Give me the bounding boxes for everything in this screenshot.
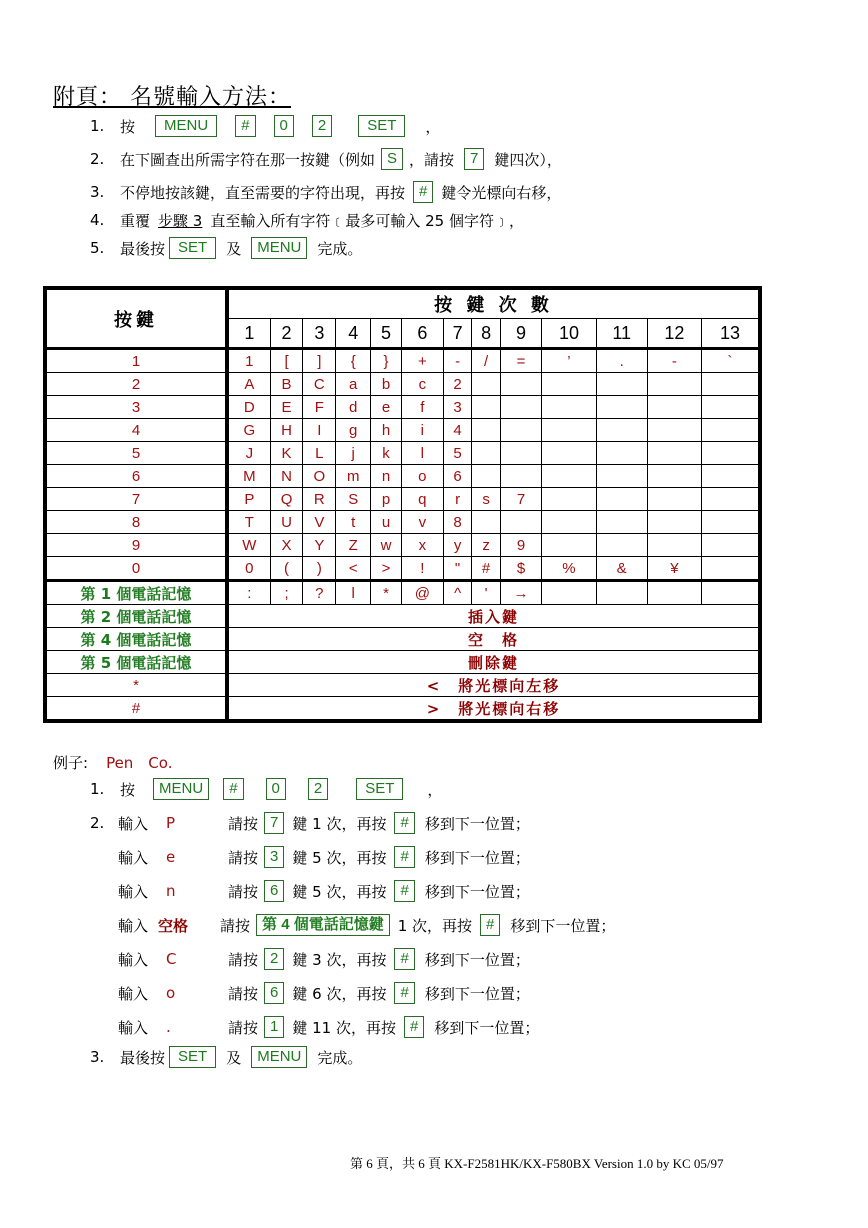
char-cell: ;	[270, 581, 303, 605]
char-cell: K	[270, 442, 303, 465]
char-cell: X	[270, 534, 303, 557]
char-cell: y	[443, 534, 472, 557]
table-row	[45, 557, 760, 581]
char-cell	[596, 581, 647, 605]
key-label: 第 1 個電話記憶	[45, 581, 227, 605]
char-cell	[596, 419, 647, 442]
example-key: 6	[264, 982, 284, 1004]
count-column-3: 3	[303, 319, 336, 349]
char-cell	[647, 581, 701, 605]
example-char: o	[166, 984, 176, 1002]
char-cell: O	[303, 465, 336, 488]
step-3: 3. 不停地按該鍵，直至需要的字符出現，再按 # 鍵令光標向右移，	[90, 183, 562, 202]
key-action: 插入鍵	[227, 605, 760, 628]
char-cell: .	[596, 349, 647, 373]
key-character-table	[43, 286, 762, 723]
char-cell: %	[542, 557, 596, 581]
example-input-line: 輸入 空格 請按 第 4 個電話記憶鍵 1 次，再按 # 移到下一位置；	[118, 916, 616, 935]
char-cell: )	[303, 557, 336, 581]
char-cell	[596, 442, 647, 465]
example-key: 3	[264, 846, 284, 868]
char-cell	[500, 511, 541, 534]
example-step-1: 1. 按 MENU # 0 2 SET ，	[90, 780, 443, 799]
char-cell: !	[401, 557, 443, 581]
hash-key: #	[394, 812, 414, 834]
char-cell: 5	[443, 442, 472, 465]
page-title: 附頁： 名號輸入方法：	[53, 85, 291, 110]
step-4: 4. 重覆 步驟 3 直至輸入所有字符﹝最多可輸入 25 個字符﹞，	[90, 211, 524, 230]
char-cell: >	[371, 557, 402, 581]
char-cell: =	[500, 349, 541, 373]
table-row	[45, 373, 760, 396]
hash-key: #	[413, 181, 433, 203]
char-cell: p	[371, 488, 402, 511]
char-cell: T	[227, 511, 270, 534]
char-cell: R	[303, 488, 336, 511]
count-column-7: 7	[443, 319, 472, 349]
char-cell: :	[227, 581, 270, 605]
char-cell: ]	[303, 349, 336, 373]
menu-key: MENU	[251, 1046, 307, 1068]
example-char: 空格	[158, 916, 189, 935]
char-cell: +	[401, 349, 443, 373]
char-cell: b	[371, 373, 402, 396]
char-cell: q	[401, 488, 443, 511]
char-cell	[472, 511, 501, 534]
count-column-2: 2	[270, 319, 303, 349]
char-cell: g	[336, 419, 371, 442]
char-cell	[647, 373, 701, 396]
example-char: .	[166, 1018, 171, 1036]
char-cell: [	[270, 349, 303, 373]
hash-key: #	[394, 948, 414, 970]
table-row	[45, 488, 760, 511]
table-row	[45, 465, 760, 488]
char-cell: /	[472, 349, 501, 373]
key-label: 2	[45, 373, 227, 396]
key-action: > 將光標向右移	[227, 697, 760, 722]
step-2: 2. 在下圖查出所需字符在那一按鍵（例如 S ，請按 7 鍵四次），	[90, 150, 562, 169]
char-cell	[596, 373, 647, 396]
char-cell	[472, 419, 501, 442]
example-char: e	[166, 848, 176, 866]
char-cell	[702, 396, 760, 419]
char-cell: }	[371, 349, 402, 373]
char-cell: 0	[227, 557, 270, 581]
char-cell	[702, 511, 760, 534]
hash-key: #	[394, 846, 414, 868]
char-cell: Q	[270, 488, 303, 511]
char-cell: a	[336, 373, 371, 396]
char-cell: j	[336, 442, 371, 465]
char-cell: i	[401, 419, 443, 442]
char-cell: m	[336, 465, 371, 488]
count-column-13: 13	[702, 319, 760, 349]
key-label: 8	[45, 511, 227, 534]
char-cell: l	[401, 442, 443, 465]
char-cell	[596, 488, 647, 511]
char-cell: 9	[500, 534, 541, 557]
char-cell: d	[336, 396, 371, 419]
step-5: 5. 最後按 SET 及 MENU 完成。	[90, 239, 363, 258]
zero-key: 0	[266, 778, 286, 800]
example-value: Pen Co.	[106, 753, 173, 772]
key-label: 1	[45, 349, 227, 373]
char-cell: H	[270, 419, 303, 442]
table-row	[45, 605, 760, 628]
two-key: 2	[308, 778, 328, 800]
example-key: 1	[264, 1016, 284, 1038]
char-cell: S	[336, 488, 371, 511]
char-cell: 3	[443, 396, 472, 419]
char-cell: ?	[303, 581, 336, 605]
key-label: 4	[45, 419, 227, 442]
char-cell	[500, 419, 541, 442]
step-3-ref: 步驟 3	[158, 211, 203, 230]
table-row	[45, 651, 760, 674]
hash-key: #	[404, 1016, 424, 1038]
char-cell: r	[443, 488, 472, 511]
char-cell: h	[371, 419, 402, 442]
char-cell: f	[401, 396, 443, 419]
hash-key: #	[480, 914, 500, 936]
char-cell: A	[227, 373, 270, 396]
table-row	[45, 349, 760, 373]
set-key: SET	[356, 778, 403, 800]
char-cell	[500, 396, 541, 419]
char-cell	[596, 511, 647, 534]
key-label: #	[45, 697, 227, 722]
hash-key: #	[223, 778, 243, 800]
char-cell: F	[303, 396, 336, 419]
char-cell: P	[227, 488, 270, 511]
table-row	[45, 697, 760, 722]
char-cell	[647, 511, 701, 534]
example-step-3: 3. 最後按 SET 及 MENU 完成。	[90, 1048, 363, 1067]
table-row	[45, 511, 760, 534]
char-cell: $	[500, 557, 541, 581]
char-cell	[647, 419, 701, 442]
page-footer: 第 6 頁，共 6 頁 KX-F2581HK/KX-F580BX Version 1.0 by KC 05/97	[350, 1156, 724, 1171]
example-input-line: 輸入 e 請按 3 鍵 5 次，再按 # 移到下一位置；	[118, 848, 530, 867]
char-cell	[542, 465, 596, 488]
char-cell: V	[303, 511, 336, 534]
char-cell: J	[227, 442, 270, 465]
s-key: S	[381, 148, 403, 170]
char-cell: L	[303, 442, 336, 465]
example-input-line: 輸入 P 請按 7 鍵 1 次，再按 # 移到下一位置；	[118, 814, 530, 833]
menu-key: MENU	[155, 115, 217, 137]
table-row	[45, 674, 760, 697]
key-header: 按鍵	[45, 288, 227, 349]
key-label: 7	[45, 488, 227, 511]
char-cell: ^	[443, 581, 472, 605]
key-label: 3	[45, 396, 227, 419]
count-column-12: 12	[647, 319, 701, 349]
char-cell: D	[227, 396, 270, 419]
char-cell: Y	[303, 534, 336, 557]
char-cell: B	[270, 373, 303, 396]
char-cell: ’	[542, 349, 596, 373]
count-column-4: 4	[336, 319, 371, 349]
example-char: n	[166, 882, 176, 900]
step-1: 1. 按 MENU # 0 2 SET ，	[90, 117, 441, 136]
char-cell: x	[401, 534, 443, 557]
char-cell: e	[371, 396, 402, 419]
char-cell: Z	[336, 534, 371, 557]
seven-key: 7	[464, 148, 484, 170]
key-label: 9	[45, 534, 227, 557]
key-label: 第 4 個電話記憶	[45, 628, 227, 651]
char-cell	[702, 442, 760, 465]
char-cell: <	[336, 557, 371, 581]
char-cell	[702, 581, 760, 605]
char-cell: s	[472, 488, 501, 511]
char-cell	[702, 557, 760, 581]
char-cell: 4	[443, 419, 472, 442]
char-cell	[647, 465, 701, 488]
char-cell	[500, 442, 541, 465]
char-cell: M	[227, 465, 270, 488]
example-char: P	[166, 814, 176, 832]
char-cell	[702, 465, 760, 488]
char-cell: o	[401, 465, 443, 488]
char-cell	[542, 488, 596, 511]
char-cell: &	[596, 557, 647, 581]
char-cell: u	[371, 511, 402, 534]
char-cell	[542, 581, 596, 605]
char-cell: "	[443, 557, 472, 581]
char-cell	[702, 534, 760, 557]
char-cell: G	[227, 419, 270, 442]
char-cell: #	[472, 557, 501, 581]
count-column-1: 1	[227, 319, 270, 349]
char-cell: E	[270, 396, 303, 419]
count-column-5: 5	[371, 319, 402, 349]
example-input-line: 輸入 n 請按 6 鍵 5 次，再按 # 移到下一位置；	[118, 882, 530, 901]
example-input-line: 輸入 C 請按 2 鍵 3 次，再按 # 移到下一位置；	[118, 950, 530, 969]
char-cell: l	[336, 581, 371, 605]
set-key: SET	[358, 115, 405, 137]
char-cell: '	[472, 581, 501, 605]
hash-key: #	[394, 880, 414, 902]
char-cell	[500, 465, 541, 488]
char-cell: 2	[443, 373, 472, 396]
example-key: 7	[264, 812, 284, 834]
char-cell	[702, 488, 760, 511]
char-cell: I	[303, 419, 336, 442]
char-cell: C	[303, 373, 336, 396]
char-cell: 6	[443, 465, 472, 488]
char-cell: t	[336, 511, 371, 534]
count-column-8: 8	[472, 319, 501, 349]
char-cell: *	[371, 581, 402, 605]
set-key: SET	[169, 1046, 216, 1068]
char-cell	[472, 373, 501, 396]
char-cell	[542, 511, 596, 534]
char-cell: W	[227, 534, 270, 557]
table-row	[45, 442, 760, 465]
example-input-line: 輸入 o 請按 6 鍵 6 次，再按 # 移到下一位置；	[118, 984, 530, 1003]
char-cell: k	[371, 442, 402, 465]
char-cell: {	[336, 349, 371, 373]
table-row	[45, 419, 760, 442]
key-label: 6	[45, 465, 227, 488]
char-cell: (	[270, 557, 303, 581]
key-label: 第 5 個電話記憶	[45, 651, 227, 674]
char-cell: w	[371, 534, 402, 557]
table-row	[45, 396, 760, 419]
table-row	[45, 581, 760, 605]
char-cell	[702, 419, 760, 442]
key-action: 空 格	[227, 628, 760, 651]
count-column-9: 9	[500, 319, 541, 349]
char-cell: 7	[500, 488, 541, 511]
char-cell: ¥	[647, 557, 701, 581]
char-cell: N	[270, 465, 303, 488]
hash-key: #	[235, 115, 255, 137]
char-cell	[500, 373, 541, 396]
char-cell	[542, 534, 596, 557]
char-cell	[596, 534, 647, 557]
two-key: 2	[312, 115, 332, 137]
char-cell: 8	[443, 511, 472, 534]
char-cell	[702, 373, 760, 396]
key-action: 刪除鍵	[227, 651, 760, 674]
char-cell: 1	[227, 349, 270, 373]
char-cell: -	[443, 349, 472, 373]
char-cell	[472, 442, 501, 465]
char-cell: -	[647, 349, 701, 373]
menu-key: MENU	[153, 778, 209, 800]
char-cell	[647, 534, 701, 557]
char-cell: `	[702, 349, 760, 373]
char-cell	[596, 396, 647, 419]
example-heading: 例子: Pen Co.	[53, 753, 173, 772]
char-cell: U	[270, 511, 303, 534]
example-input-line: 輸入 . 請按 1 鍵 11 次，再按 # 移到下一位置；	[118, 1018, 540, 1037]
press-count-header: 按 鍵 次 數	[227, 288, 760, 319]
char-cell	[647, 488, 701, 511]
char-cell: v	[401, 511, 443, 534]
key-label: 0	[45, 557, 227, 581]
count-column-10: 10	[542, 319, 596, 349]
char-cell	[472, 396, 501, 419]
key-label: 5	[45, 442, 227, 465]
key-label: *	[45, 674, 227, 697]
key-action: < 將光標向左移	[227, 674, 760, 697]
char-cell: →	[500, 581, 541, 605]
menu-key: MENU	[251, 237, 307, 259]
char-cell	[596, 465, 647, 488]
table-row	[45, 534, 760, 557]
char-cell	[542, 419, 596, 442]
char-cell	[542, 396, 596, 419]
char-cell	[472, 465, 501, 488]
count-column-11: 11	[596, 319, 647, 349]
example-step-2-num: 2.	[90, 814, 105, 832]
set-key: SET	[169, 237, 216, 259]
char-cell	[647, 442, 701, 465]
char-cell	[542, 442, 596, 465]
key-label: 第 2 個電話記憶	[45, 605, 227, 628]
char-cell: n	[371, 465, 402, 488]
char-cell: c	[401, 373, 443, 396]
example-char: C	[166, 950, 177, 968]
hash-key: #	[394, 982, 414, 1004]
example-key: 第 4 個電話記憶鍵	[256, 914, 390, 936]
table-row	[45, 628, 760, 651]
char-cell: z	[472, 534, 501, 557]
zero-key: 0	[274, 115, 294, 137]
char-cell	[647, 396, 701, 419]
example-key: 2	[264, 948, 284, 970]
char-cell: @	[401, 581, 443, 605]
count-column-6: 6	[401, 319, 443, 349]
char-cell	[542, 373, 596, 396]
example-key: 6	[264, 880, 284, 902]
